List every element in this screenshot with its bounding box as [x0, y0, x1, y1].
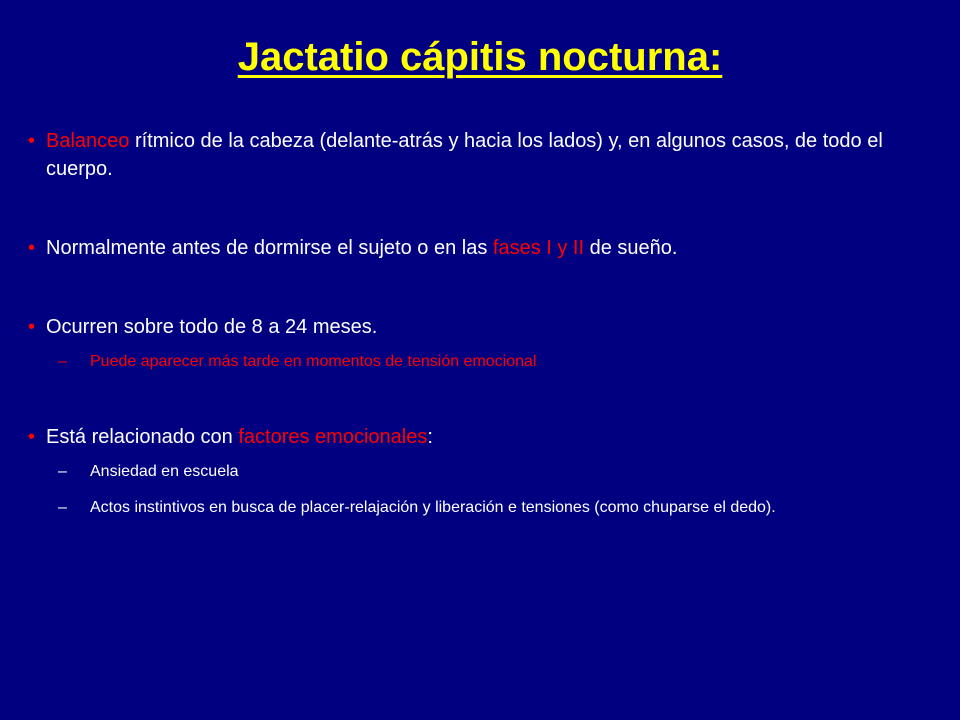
bullet-text: rítmico de la cabeza (delante-atrás y hacia los lados) y, en algunos casos, de todo el cuerpo. — [46, 130, 883, 180]
highlight-fases: fases I y II — [492, 237, 585, 259]
subitem-tension — [58, 351, 940, 373]
subitem-text: Ansiedad en escuela — [90, 463, 239, 480]
bullet-text-after: : — [427, 426, 433, 448]
bullet-text-after: de sueño. — [584, 237, 678, 259]
bullet-balanceo — [28, 127, 926, 183]
subitem-text: Puede aparecer más tarde en momentos de tensión emocional — [90, 353, 537, 370]
highlight-factores: factores emocionales — [238, 426, 428, 448]
sub-marker: – — [58, 463, 67, 480]
bullet-marker: • — [28, 426, 36, 448]
bullet-factores — [28, 423, 926, 451]
subitem-text: Actos instintivos en busca de placer-relajación y liberación e tensiones (como chuparse el dedo). — [90, 499, 776, 516]
sub-marker: – — [58, 353, 67, 370]
slide-title-text: Jactatio cápitis nocturna: — [237, 35, 723, 79]
bullet-text-before: Normalmente antes de dormirse el sujeto o en las — [46, 237, 493, 259]
sub-marker: – — [58, 499, 67, 516]
bullet-text-before: Está relacionado con — [46, 426, 239, 448]
slide-title — [0, 34, 960, 80]
bullet-marker: • — [28, 237, 36, 259]
bullet-marker: • — [28, 316, 36, 338]
bullet-marker: • — [28, 130, 36, 152]
subitem-ansiedad — [58, 461, 940, 483]
bullet-fases — [28, 234, 926, 262]
bullet-text: Ocurren sobre todo de 8 a 24 meses. — [46, 316, 378, 338]
highlight-balanceo: Balanceo — [46, 130, 130, 152]
bullet-ocurren — [28, 313, 926, 341]
subitem-actos — [58, 497, 940, 519]
